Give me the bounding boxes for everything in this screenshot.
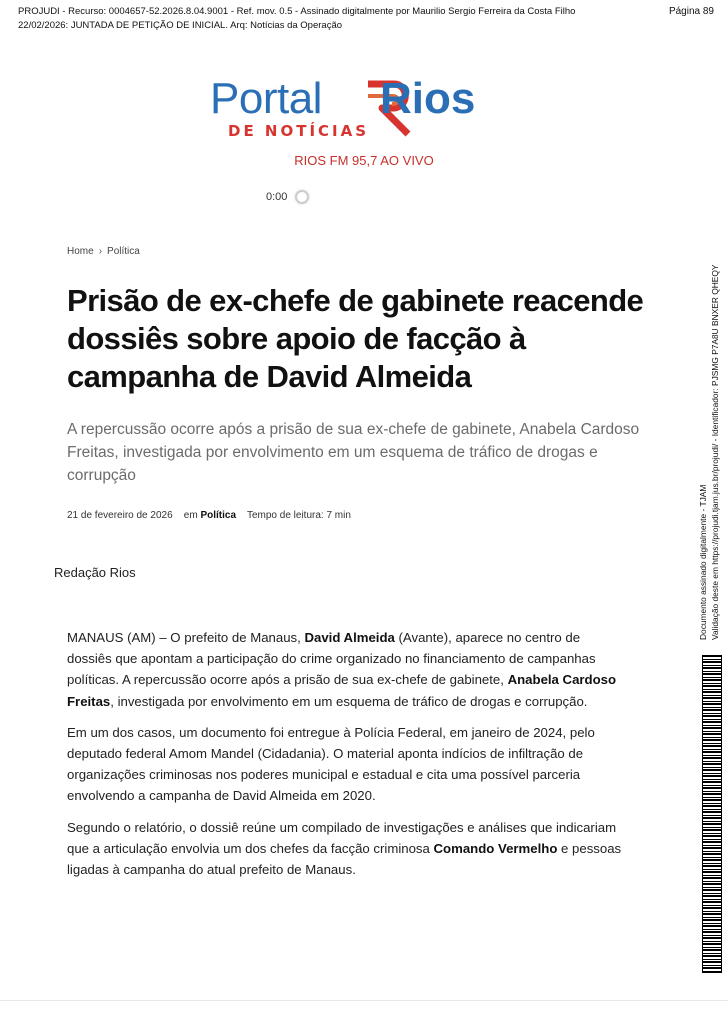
paragraph-1: MANAUS (AM) – O prefeito de Manaus, David Almeida (Avante), aparece no centro de dossiês que apontam a participação do crime organizado no financiamento de campanhas políticas. A repercussão ocorre após a prisão de sua ex-chefe de gabinete, Anabela Cardoso Freitas, investigada por envolvimento em um esquema de tráfico de drogas e corrupção.	[67, 630, 617, 709]
paragraph-2: Em um dos casos, um documento foi entregue à Polícia Federal, em janeiro de 2024, pelo deputado federal Amom Mandel (Cidadania). O material aponta indícios de infiltração de organizações criminosas nos poderes municipal e estadual e cita uma possível parceria envolvendo a campanha de David Almeida em 2020.	[67, 724, 595, 804]
audio-player[interactable]	[266, 190, 309, 204]
player-seek-knob[interactable]	[295, 190, 309, 204]
breadcrumb-home[interactable]: Home	[67, 246, 94, 257]
barcode	[702, 655, 722, 973]
radio-live-title[interactable]: RIOS FM 95,7 AO VIVO	[294, 153, 434, 168]
chevron-right-icon: ›	[98, 246, 103, 257]
breadcrumb-section[interactable]: Política	[107, 246, 140, 257]
document-header	[0, 0, 728, 36]
logo-subtitle: DE NOTÍCIAS	[228, 122, 370, 140]
header-filing-line: 22/02/2026: JUNTADA DE PETIÇÃO DE INICIAL. Arq: Notícias da Operação	[18, 20, 343, 31]
article-reading-time: Tempo de leitura: 7 min	[246, 510, 351, 521]
stamp-line-2: Validação deste em https://projudi.tjam.jus.br/projudi/ - Identificador: PJSMG P7A8U BNXER QHEQY	[710, 264, 720, 640]
article-body	[67, 627, 627, 890]
logo-portal-text: Portal	[210, 74, 322, 123]
article-headline: Prisão de ex-chefe de gabinete reacende dossiês sobre apoio de facção à campanha de David Almeida	[67, 283, 644, 394]
article-category-link[interactable]: Política	[200, 510, 237, 521]
logo-rios-text: Rios	[380, 74, 476, 123]
paragraph-3: Segundo o relatório, o dossiê reúne um compilado de investigações e análises que indicariam que a articulação envolvia um dos chefes da facção criminosa Comando Vermelho e pessoas ligadas à campanha do atual prefeito de Manaus.	[67, 819, 622, 878]
article-date: 21 de fevereiro de 2026	[67, 510, 173, 521]
portal-rios-logo[interactable]	[210, 74, 510, 148]
stamp-line-1: Documento assinado digitalmente - TJAM	[698, 484, 708, 640]
article-author: Redação Rios	[54, 565, 136, 580]
header-signature-line: PROJUDI - Recurso: 0004657-52.2026.8.04.9001 - Ref. mov. 0.5 - Assinado digitalmente por Maurilio Sergio Ferreira da Costa Filho	[18, 6, 576, 17]
digital-signature-stamp	[683, 180, 727, 640]
page-bottom-divider	[0, 1000, 728, 1001]
article-meta	[67, 510, 351, 521]
article-in-label: em	[183, 510, 198, 521]
player-time: 0:00	[266, 191, 288, 203]
article-subtitle: A repercussão ocorre após a prisão de sua ex-chefe de gabinete, Anabela Cardoso Freitas, investigada por envolvimento em um esquema de tráfico de drogas e corrupção	[67, 421, 640, 484]
page-number: Página 89	[668, 6, 714, 17]
breadcrumb	[67, 246, 140, 257]
